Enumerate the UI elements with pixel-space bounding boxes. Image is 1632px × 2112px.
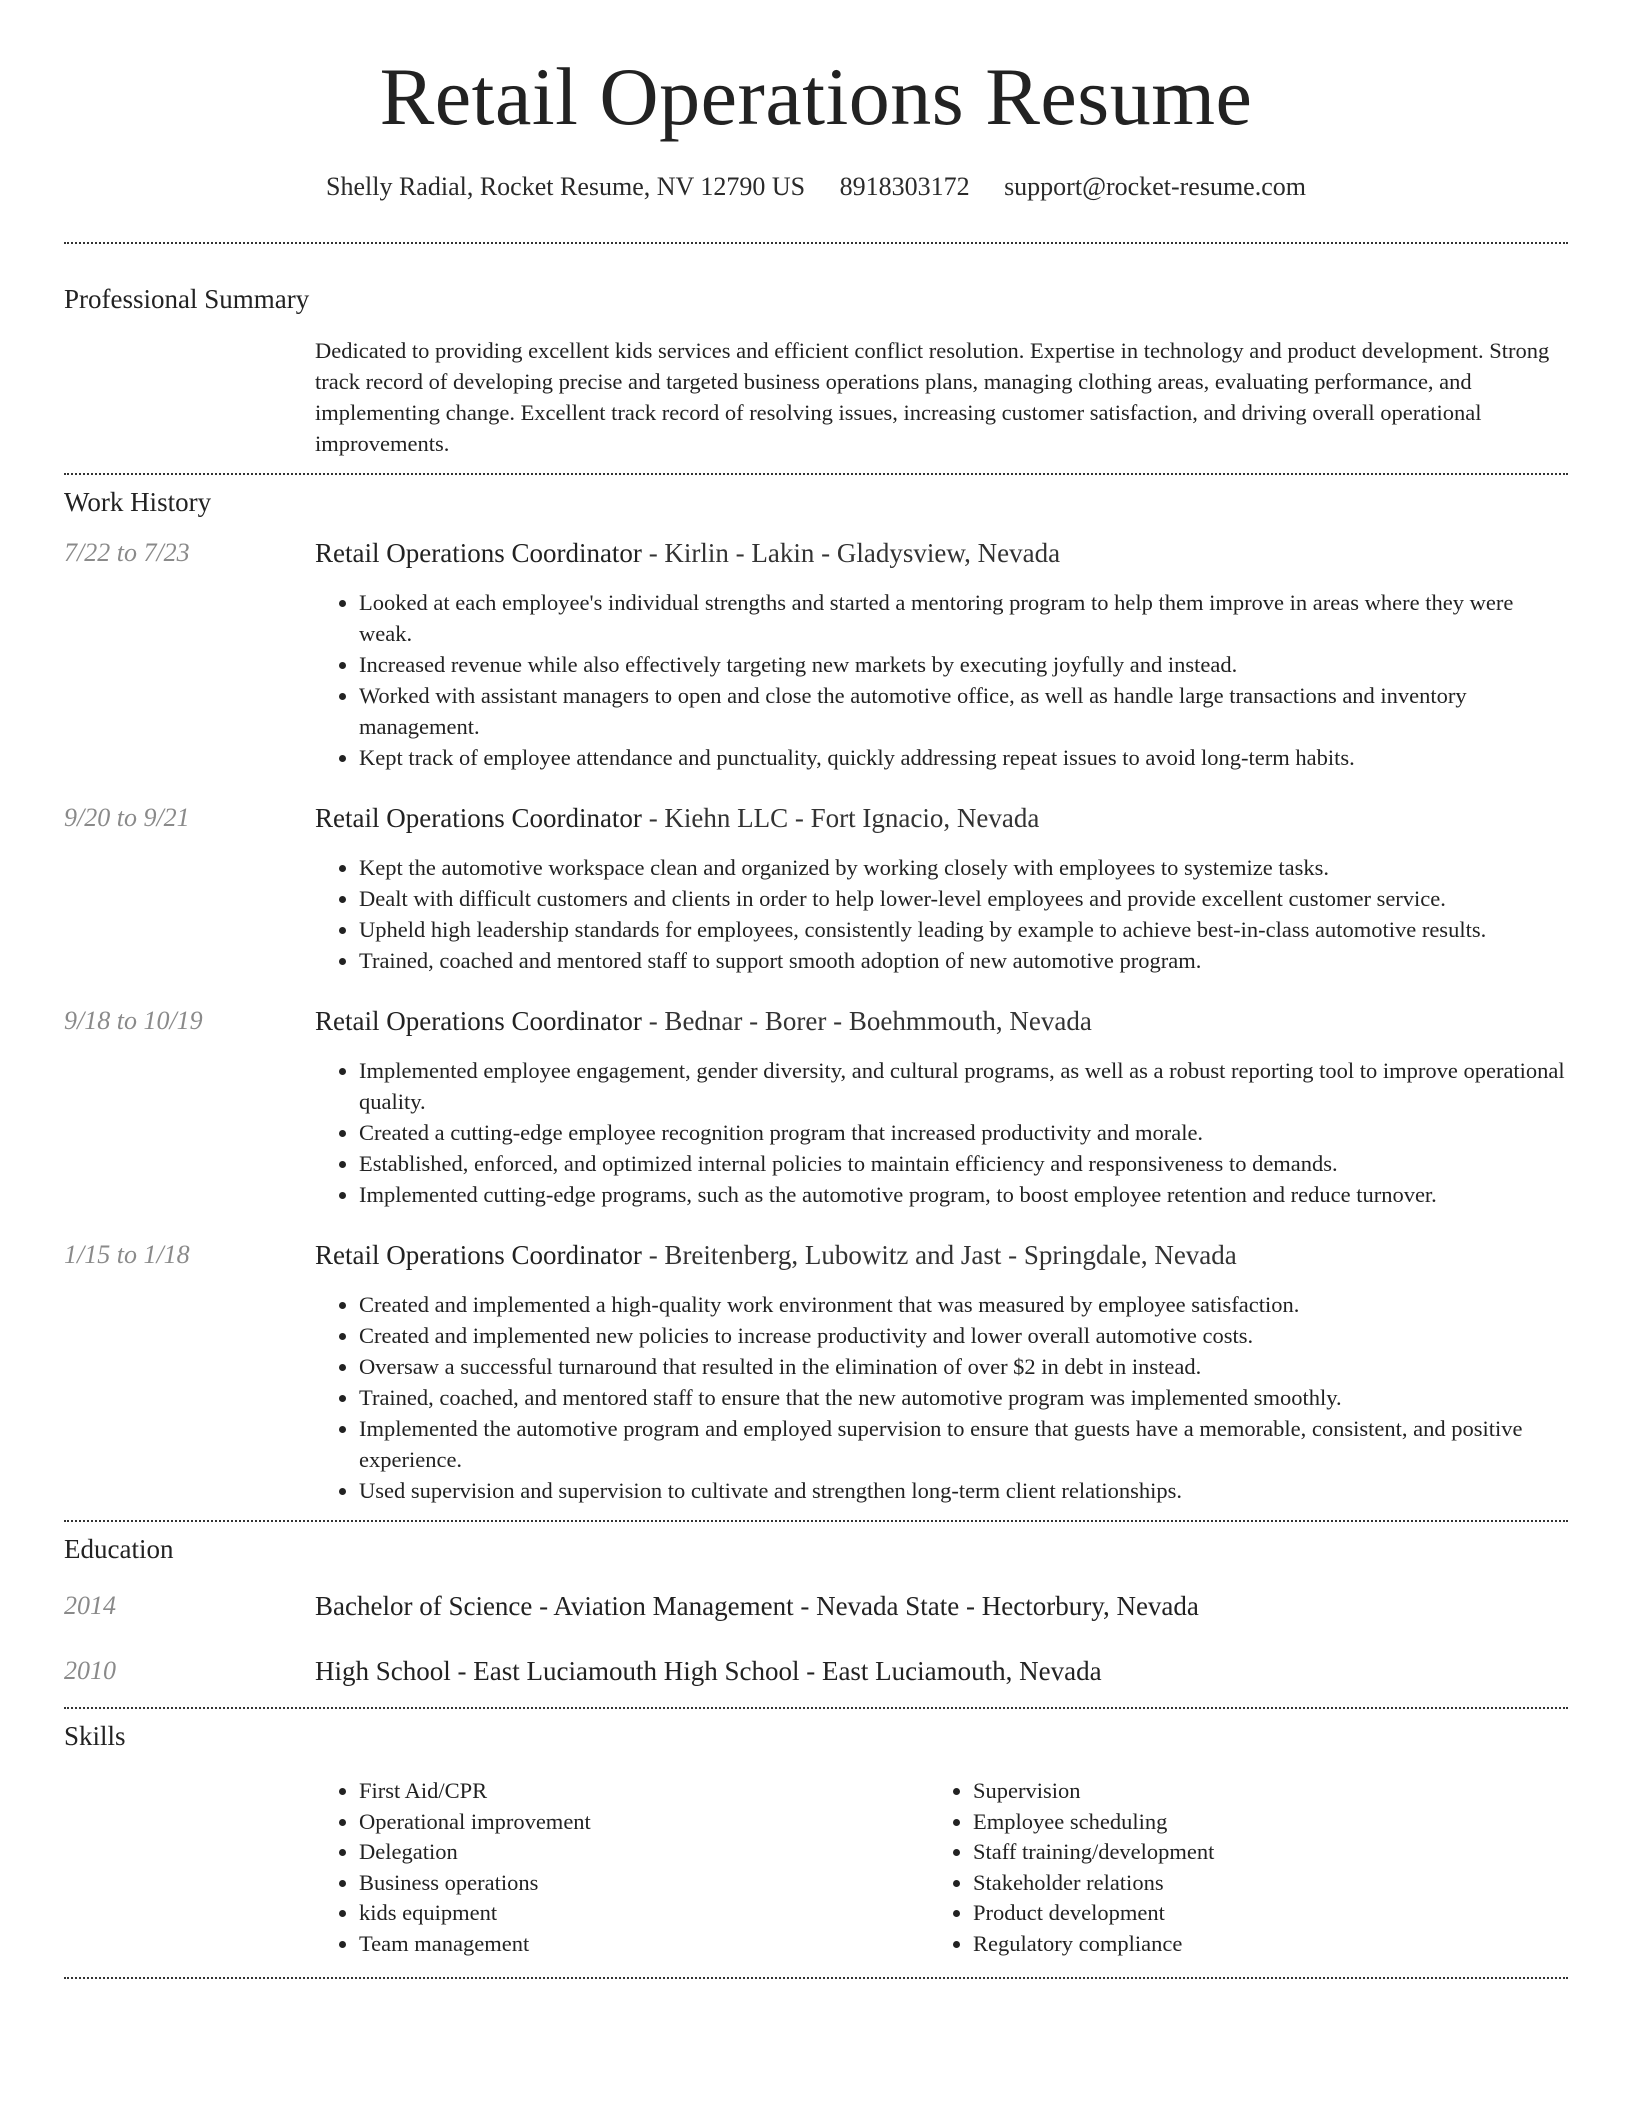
job-bullet: • Worked with assistant managers to open and close the automotive office, as well as handle large transactions and inventory management. — [359, 680, 1568, 742]
resume-title: Retail Operations Resume — [379, 51, 1253, 142]
job-entry — [64, 803, 1568, 976]
skill-item: • Team management — [359, 1929, 929, 1960]
job-bullet: • Implemented employee engagement, gender diversity, and cultural programs, as well as a robust reporting tool to improve operational quality. — [359, 1055, 1568, 1117]
contact-line — [64, 172, 1568, 202]
skills-columns — [315, 1776, 1568, 1959]
job-bullet: • Trained, coached, and mentored staff to ensure that the new automotive program was implemented smoothly. — [359, 1382, 1568, 1413]
job-title-line — [315, 803, 1568, 834]
job-bullet: • Kept track of employee attendance and punctuality, quickly addressing repeat issues to avoid long-term habits. — [359, 742, 1568, 773]
skills-heading: Skills — [64, 1721, 126, 1751]
resume-page — [64, 0, 1568, 1979]
job-org: - Kirlin - Lakin - Gladysview, Nevada — [641, 538, 1061, 568]
contact-address: Shelly Radial, Rocket Resume, NV 12790 US — [326, 172, 806, 201]
education-school: - East Luciamouth High School - East Luciamouth, Nevada — [450, 1656, 1102, 1686]
skills-row — [64, 1776, 1568, 1959]
work-heading: Work History — [64, 487, 212, 517]
education-heading: Education — [64, 1534, 174, 1564]
job-bullet: • Looked at each employee's individual strengths and started a mentoring program to help them improve in areas where they were weak. — [359, 587, 1568, 649]
education-line — [315, 1591, 1568, 1622]
summary-spacer — [64, 335, 315, 459]
education-year: 2014 — [64, 1591, 116, 1620]
education-year: 2010 — [64, 1656, 116, 1685]
job-title-line — [315, 1006, 1568, 1037]
summary-heading: Professional Summary — [64, 284, 310, 314]
job-bullet: • Created a cutting-edge employee recognition program that increased productivity and morale. — [359, 1117, 1568, 1148]
job-bullet: • Kept the automotive workspace clean and organized by working closely with employees to systemize tasks. — [359, 852, 1568, 883]
education-item — [64, 1656, 1568, 1687]
job-entry — [64, 538, 1568, 773]
job-bullet: • Upheld high leadership standards for employees, consistently leading by example to achieve best-in-class automotive results. — [359, 914, 1568, 945]
job-bullet: • Trained, coached and mentored staff to support smooth adoption of new automotive program. — [359, 945, 1568, 976]
job-title: Retail Operations Coordinator — [315, 1006, 642, 1036]
skill-item: • Employee scheduling — [973, 1807, 1543, 1838]
job-bullet: • Created and implemented a high-quality work environment that was measured by employee satisfaction. — [359, 1289, 1568, 1320]
education-school: - Nevada State - Hectorbury, Nevada — [793, 1591, 1199, 1621]
job-org: - Bednar - Borer - Boehmmouth, Nevada — [641, 1006, 1092, 1036]
job-org: - Kiehn LLC - Fort Ignacio, Nevada — [641, 803, 1040, 833]
job-dates: 7/22 to 7/23 — [64, 538, 190, 567]
job-title: Retail Operations Coordinator — [315, 1240, 642, 1270]
education-degree: High School — [315, 1656, 451, 1686]
divider — [64, 242, 1568, 244]
education-line — [315, 1656, 1568, 1687]
job-title-line — [315, 538, 1568, 569]
skill-item: • Stakeholder relations — [973, 1868, 1543, 1899]
job-entry — [64, 1240, 1568, 1506]
job-dates: 9/18 to 10/19 — [64, 1006, 203, 1035]
skill-item: • Product development — [973, 1898, 1543, 1929]
job-org: - Breitenberg, Lubowitz and Jast - Springdale, Nevada — [641, 1240, 1237, 1270]
job-bullets — [315, 1289, 1568, 1506]
job-bullets — [315, 1055, 1568, 1210]
work-list — [64, 538, 1568, 1506]
divider — [64, 1707, 1568, 1709]
divider — [64, 1520, 1568, 1522]
job-dates: 9/20 to 9/21 — [64, 803, 190, 832]
job-bullet: • Created and implemented new policies to increase productivity and lower overall automotive costs. — [359, 1320, 1568, 1351]
skill-item: • kids equipment — [359, 1898, 929, 1929]
skill-item: • Supervision — [973, 1776, 1543, 1807]
job-bullet: • Used supervision and supervision to cultivate and strengthen long-term client relationships. — [359, 1475, 1568, 1506]
education-item — [64, 1591, 1568, 1622]
skill-item: • First Aid/CPR — [359, 1776, 929, 1807]
skill-item: • Regulatory compliance — [973, 1929, 1543, 1960]
job-bullet: • Dealt with difficult customers and clients in order to help lower-level employees and provide excellent customer service. — [359, 883, 1568, 914]
job-bullet: • Implemented the automotive program and employed supervision to ensure that guests have a memorable, consistent, and positive experience. — [359, 1413, 1568, 1475]
education-degree: Bachelor of Science - Aviation Management — [315, 1591, 794, 1621]
divider — [64, 473, 1568, 475]
summary-text: Dedicated to providing excellent kids services and efficient conflict resolution. Expertise in technology and product development. Strong track record of developing precise and targeted business operations plans, managing clothing areas, evaluating performance, and implementing change. Excellent track record of resolving issues, increasing customer satisfaction, and driving overall operational improvements. — [315, 338, 1550, 456]
skill-item: • Operational improvement — [359, 1807, 929, 1838]
divider — [64, 1977, 1568, 1979]
skills-list-right — [929, 1776, 1543, 1959]
skill-item: • Business operations — [359, 1868, 929, 1899]
contact-email: support@rocket-resume.com — [1004, 172, 1306, 201]
summary-row — [64, 335, 1568, 459]
job-entry — [64, 1006, 1568, 1210]
job-title: Retail Operations Coordinator — [315, 538, 642, 568]
skill-item: • Staff training/development — [973, 1837, 1543, 1868]
job-title: Retail Operations Coordinator — [315, 803, 642, 833]
skill-item: • Delegation — [359, 1837, 929, 1868]
job-bullets — [315, 587, 1568, 773]
contact-phone: 8918303172 — [839, 172, 970, 201]
skills-list-left — [315, 1776, 929, 1959]
job-dates: 1/15 to 1/18 — [64, 1240, 190, 1269]
job-bullet: • Established, enforced, and optimized internal policies to maintain efficiency and responsiveness to demands. — [359, 1148, 1568, 1179]
job-title-line — [315, 1240, 1568, 1271]
job-bullet: • Increased revenue while also effectively targeting new markets by executing joyfully and instead. — [359, 649, 1568, 680]
job-bullet: • Oversaw a successful turnaround that resulted in the elimination of over $2 in debt in instead. — [359, 1351, 1568, 1382]
job-bullets — [315, 852, 1568, 976]
job-bullet: • Implemented cutting-edge programs, such as the automotive program, to boost employee retention and reduce turnover. — [359, 1179, 1568, 1210]
